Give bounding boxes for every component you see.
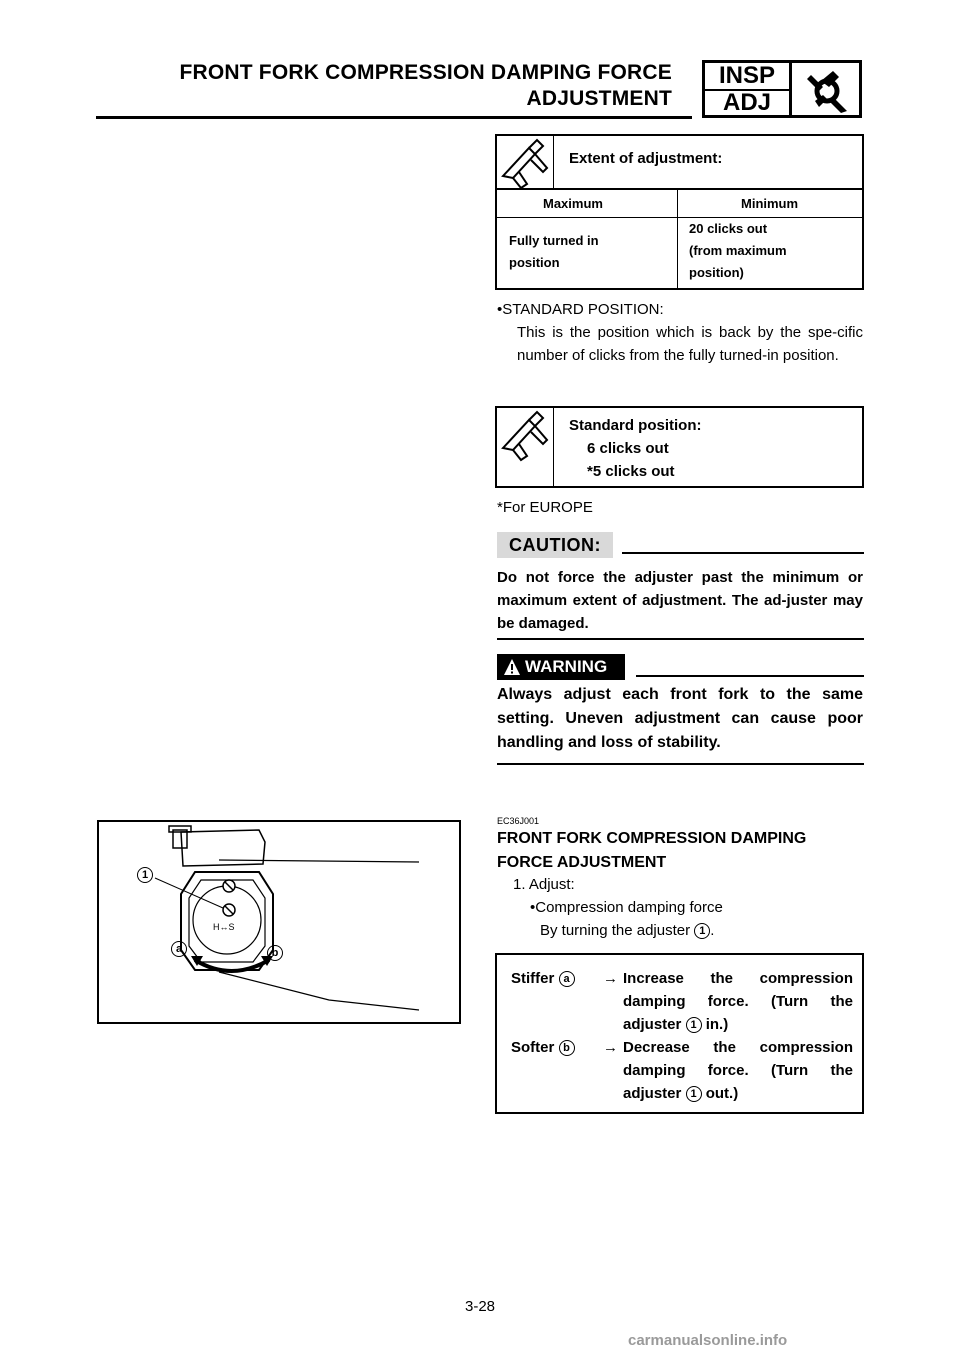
figure-label-1: 1 <box>137 866 153 884</box>
extent-of-adjustment-box <box>495 134 864 290</box>
stiffer-adjuster-ref: 1 <box>686 1017 702 1033</box>
spec-col-divider <box>677 190 678 290</box>
caliper-icon <box>499 410 553 462</box>
step-bullet: •Compression damping force <box>530 899 723 916</box>
stiffer-description <box>623 967 853 1036</box>
softer-description <box>623 1036 853 1105</box>
section-title-line1: FRONT FORK COMPRESSION DAMPING <box>497 830 807 847</box>
standard-position-text: This is the position which is back by the spe-cific number of clicks from the fully turned-in position. <box>517 324 863 364</box>
figure-label-a: a <box>171 940 187 958</box>
adjuster-figure <box>97 820 461 1024</box>
std-heading: Standard position: <box>569 417 702 434</box>
spec-min-value: 20 clicks out (from maximum position) <box>689 221 787 280</box>
tag-insp: INSP <box>718 62 775 89</box>
std-line2: *5 clicks out <box>587 463 675 480</box>
spec-col-minimum: Minimum <box>741 196 799 211</box>
spec-col-maximum: Maximum <box>543 196 603 211</box>
standard-position-note <box>497 298 863 367</box>
softer-arrow: → <box>603 1039 618 1056</box>
softer-text-1: Decrease the compression <box>623 1039 853 1056</box>
page-title <box>96 60 672 112</box>
stiffer-arrow: → <box>603 970 618 987</box>
wrench-icon <box>801 67 851 113</box>
spec-icon-divider <box>553 136 554 188</box>
stiffer-text-1: Increase the compression <box>623 970 853 987</box>
softer-row <box>511 1036 575 1059</box>
region-note: *For EUROPE <box>497 499 593 516</box>
section-code: EC36J001 <box>497 816 540 826</box>
stiffer-text-2: damping force. (Turn the <box>623 993 853 1010</box>
stiffer-row <box>511 967 575 990</box>
warning-text: Always adjust each front fork to the same setting. Uneven adjustment can cause poor handling and loss of stability. <box>497 686 863 751</box>
section-title <box>497 827 806 875</box>
std-line1: 6 clicks out <box>587 440 669 457</box>
page-title-line2: ADJUSTMENT <box>526 87 672 110</box>
page-title-line1: FRONT FORK COMPRESSION DAMPING FORCE <box>179 61 672 84</box>
figure-label-b: b <box>267 944 283 962</box>
warning-triangle-icon <box>503 658 521 676</box>
stiffer-label: Stiffer <box>511 970 555 987</box>
instruction-prefix: By turning the adjuster <box>540 922 695 939</box>
spec-rule-1 <box>497 188 862 190</box>
warning-rule-top <box>636 675 864 677</box>
tag-divider-v <box>789 63 792 115</box>
standard-position-bullet: •STANDARD POSITION: <box>497 301 664 318</box>
dial-marking: H↔S <box>213 922 235 932</box>
caliper-icon <box>499 138 553 190</box>
section-title-line2: FORCE ADJUSTMENT <box>497 854 667 871</box>
page-number: 3-28 <box>464 1298 496 1315</box>
warning-rule-bottom <box>497 763 864 765</box>
step-instruction <box>540 919 714 942</box>
std-icon-divider <box>553 408 554 486</box>
adjuster-ref-1: 1 <box>694 923 710 939</box>
section-tag-box <box>702 60 862 118</box>
softer-text-3: adjuster 1 out.) <box>623 1085 739 1102</box>
softer-label: Softer <box>511 1039 555 1056</box>
tag-adj: ADJ <box>722 89 771 116</box>
softer-text-2: damping force. (Turn the <box>623 1062 853 1079</box>
spec-rule-2 <box>497 217 862 218</box>
spec-heading: Extent of adjustment: <box>569 150 723 167</box>
spec-max-value: Fully turned in position <box>509 233 599 270</box>
footer-watermark: carmanualsonline.info <box>628 1332 788 1349</box>
instruction-suffix: . <box>710 922 715 939</box>
warning-label: WARNING <box>525 657 608 676</box>
caution-rule-bottom <box>497 638 864 640</box>
standard-position-box <box>495 406 864 488</box>
step-1: 1. Adjust: <box>513 876 575 893</box>
stiffer-mark-a: a <box>559 971 575 987</box>
caution-text: Do not force the adjuster past the minimum or maximum extent of adjustment. The ad-juster may be damaged. <box>497 569 863 632</box>
caution-rule-top <box>622 552 864 554</box>
warning-badge <box>497 654 625 680</box>
header-rule <box>96 116 692 119</box>
stiffer-softer-box <box>495 953 864 1114</box>
softer-adjuster-ref: 1 <box>686 1086 702 1102</box>
caution-badge: CAUTION: <box>497 532 613 558</box>
fork-adjuster-illustration <box>99 822 459 1022</box>
softer-mark-b: b <box>559 1040 575 1056</box>
stiffer-text-3: adjuster 1 in.) <box>623 1016 729 1033</box>
